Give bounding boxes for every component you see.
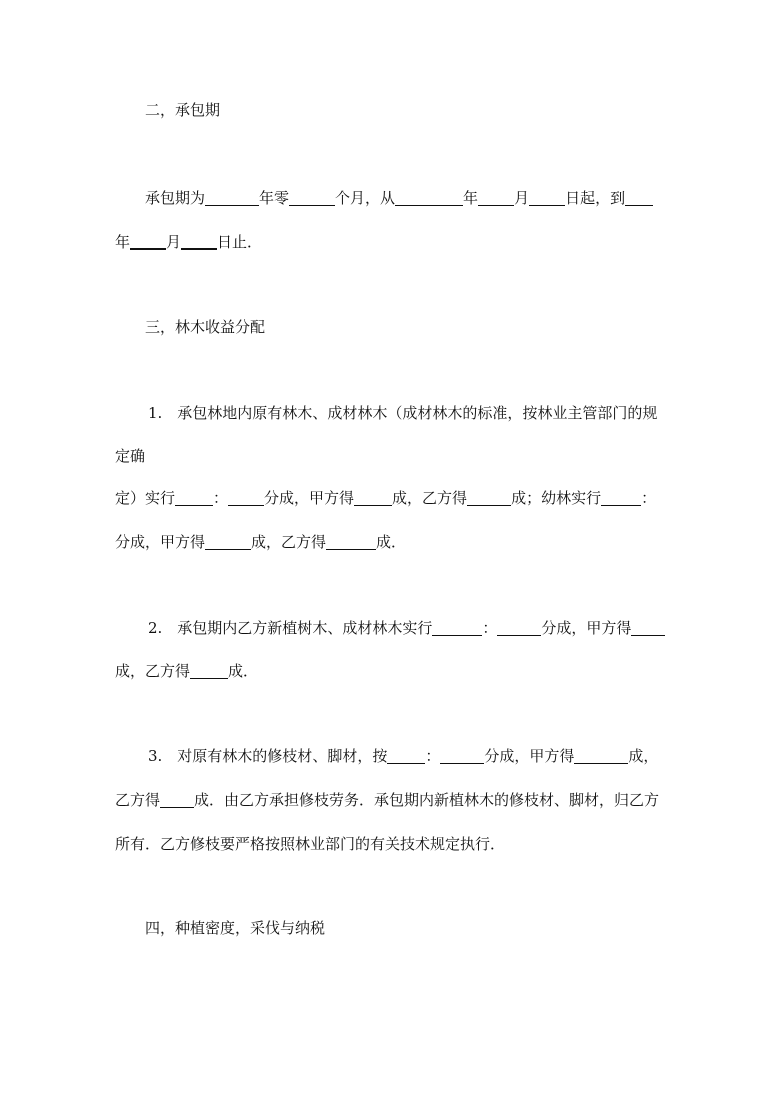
blank-party-a-share[interactable]: [354, 489, 392, 506]
text-segment: 分成，甲方得: [264, 489, 355, 507]
blank-start-day[interactable]: [529, 189, 565, 206]
item1-line-1: 1. 承包林地内原有林木、成材林木（成材林木的标准，按林业主管部门的规: [148, 404, 658, 422]
text-segment: 承包期为: [145, 189, 206, 207]
item1-line-3: [115, 488, 656, 508]
blank-new-ratio-a[interactable]: [432, 619, 482, 636]
blank-start-month[interactable]: [478, 189, 514, 206]
blank-prune-party-b-share[interactable]: [160, 791, 194, 808]
item1-line-2: 定确: [115, 447, 146, 465]
contract-period-line-2: [115, 232, 262, 252]
blank-prune-ratio-a[interactable]: [387, 747, 425, 764]
blank-new-ratio-b[interactable]: [497, 619, 541, 636]
text-segment: 分成，甲方得: [115, 533, 206, 551]
text-segment: 成；幼林实行: [511, 489, 602, 507]
text-segment: 乙方得: [115, 791, 161, 809]
item2-line-1: [148, 618, 665, 638]
text-segment: 月: [166, 233, 182, 251]
blank-start-year[interactable]: [395, 189, 463, 206]
item3-line-3: 所有．乙方修枝要严格按照林业部门的有关技术规定执行．: [115, 835, 506, 853]
text-segment: 年: [115, 233, 131, 251]
blank-months[interactable]: [289, 189, 335, 206]
text-segment: 成．: [228, 662, 259, 680]
text-segment: 年: [463, 189, 479, 207]
blank-party-b-share[interactable]: [467, 489, 511, 506]
text-segment: 分成，甲方得: [541, 619, 632, 637]
blank-ratio-a[interactable]: [175, 489, 213, 506]
blank-new-party-b-share[interactable]: [190, 662, 228, 679]
contract-period-line-1: [145, 188, 653, 208]
text-segment: 定）实行: [115, 489, 176, 507]
text-segment: 个月，从: [335, 189, 396, 207]
blank-new-party-a-share[interactable]: [631, 619, 665, 636]
blank-young-party-a-share[interactable]: [205, 533, 251, 550]
section-heading-revenue-distribution: 三，林木收益分配: [145, 318, 266, 336]
text-segment: 成，: [628, 747, 659, 765]
text-segment: 成，乙方得: [392, 489, 468, 507]
text-segment: ：: [425, 747, 441, 765]
section-heading-contract-period: 二，承包期: [145, 101, 221, 119]
text-segment: 日起，到: [565, 189, 626, 207]
text-segment: 年零: [259, 189, 290, 207]
text-segment: 成．: [376, 533, 407, 551]
item1-line-4: [115, 532, 406, 552]
text-segment: 成．由乙方承担修枝劳务．承包期内新植林木的修枝材、脚材，归乙方: [194, 791, 660, 809]
blank-end-day[interactable]: [181, 232, 217, 250]
text-segment: 3. 对原有林木的修枝材、脚材，按: [148, 747, 388, 765]
blank-end-month[interactable]: [130, 232, 166, 250]
blank-prune-ratio-b[interactable]: [440, 747, 484, 764]
text-segment: ：: [213, 489, 229, 507]
text-segment: ：: [641, 489, 657, 507]
text-segment: 分成，甲方得: [484, 747, 575, 765]
text-segment: 2. 承包期内乙方新植树木、成材林木实行: [148, 619, 433, 637]
text-segment: 成，乙方得: [115, 662, 191, 680]
text-segment: 成，乙方得: [251, 533, 327, 551]
text-segment: ：: [482, 619, 498, 637]
item2-line-2: [115, 661, 258, 681]
blank-years[interactable]: [205, 189, 259, 206]
item3-line-1: [148, 746, 658, 766]
blank-young-ratio-a[interactable]: [601, 489, 641, 506]
blank-end-year[interactable]: [625, 189, 653, 206]
blank-young-party-b-share[interactable]: [326, 533, 376, 550]
item3-line-2: [115, 790, 659, 810]
text-segment: 月: [514, 189, 530, 207]
blank-ratio-b[interactable]: [228, 489, 264, 506]
text-segment: 日止．: [217, 233, 263, 251]
blank-prune-party-a-share[interactable]: [574, 747, 628, 764]
section-heading-planting-density: 四，种植密度，采伐与纳税: [145, 919, 326, 937]
